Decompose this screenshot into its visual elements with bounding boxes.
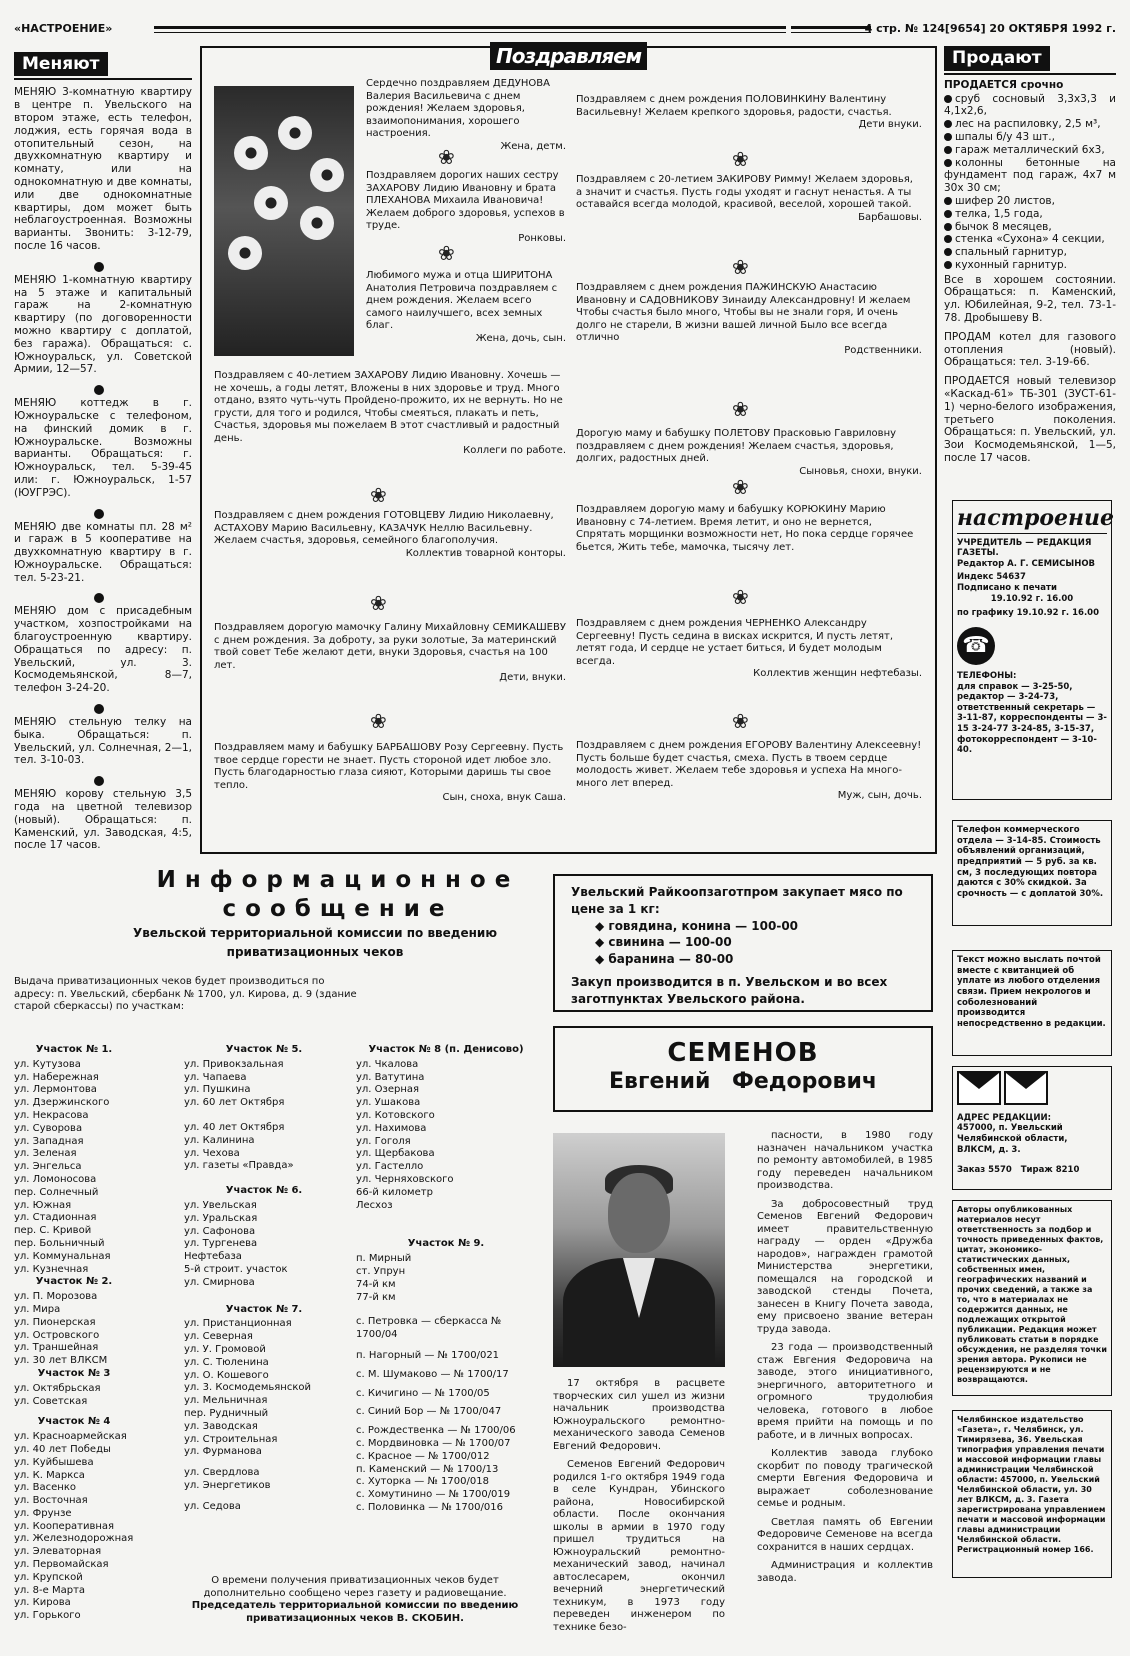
flower-ornament-icon: ❀ (370, 591, 387, 615)
bullet-dot (94, 704, 104, 714)
congrat-card: Сердечно поздравляем ДЕДУНОВА Валерия Васильевича с днем рождения! Желаем здоровья, взаимопонимания, хорошего настроения. Жена, детм. (366, 78, 566, 152)
obituary-col-2: пасности, в 1980 году назначен начальником участка по ремонту автомобилей, в 1985 году переведен начальником производства. За добросовестный труд Семенов Евгений Федорович имеет правительственную награду — орден «Дружба народов», награжден грамотой Министерства энергетики, помещался на городской и заводской стенды Почета, занесен в Книгу Почета завода, ему присвоено звание ветеран труда завода. 23 года — производственный стаж Евгения Федоровича на заводе, этого инициативного, энергичного, авторитетного и огромного трудолюбия человека, готового в любое время прийти на помощь и по работе, и в личных вопросах. Коллектив завода глубоко скорбит по поводу трагической смерти Евгения Федоровича и выражает соболезнование семье и родным. Светлая память об Евгении Федоровиче Семенове на всегда сохранится в наших сердцах. Администрация и коллектив завода. (757, 1130, 933, 1584)
diamond-icon: ◆ (595, 952, 605, 967)
header-rule-2 (791, 26, 871, 33)
change-item: МЕНЯЮ две комнаты пл. 28 м² и гараж в 5 кооперативе на двухкомнатную квартиру в г. Южноуральске. Обращаться: тел. 5-23-21. (14, 520, 192, 584)
signature: Сыновья, снохи, внуки. (799, 465, 922, 477)
signature: Родственники. (844, 344, 922, 356)
flower-ornament-icon: ❀ (370, 483, 387, 507)
sale-section (944, 46, 1116, 471)
congrat-card: Любимого мужа и отца ШИРИТОНА Анатолия Петровича поздравляем с днем рождения. Желаем всего самого наилучшего, всех земных благ. Жена, дочь, сын. (366, 270, 566, 344)
diamond-icon: ◆ (595, 918, 605, 933)
bullet-dot (94, 262, 104, 272)
telephone-icon: ☎ (957, 627, 995, 665)
congrat-card: Поздравляем с днем рождения ПАЖИНСКУЮ Анастасию Ивановну и САДОВНИКОВУ Зинаиду Александровну! И желаем Чтобы счастья было много, Чтобы вы не знали горя, И очень долго не старели, В жизни вашей личной Было все всегда отлично Родственники. (576, 282, 922, 356)
congrat-card: Поздравляем с 20-летием ЗАКИРОВУ Римму! Желаем здоровья, а значит и счастья. Пусть годы уходят и гаснут ненастья. А ты оставайся всегда молодой, красивой, веселой, хорошей такой. Барбашовы. (576, 174, 922, 223)
sberkassa-list: с. Петровка — сберкасса № 1700/04 п. Нагорный — № 1700/021 с. М. Шумаково — № 1700/17 с. Кичигино — № 1700/05 с. Синий Бор — № 1700/047 с. Рождественка — № 1700/06 с. Мордвиновка — № 1700/07 с. Красное — № 1700/012 п. Каменский — № 1700/13 с. Хуторка — № 1700/018 с. Хомутинино — № 1700/019 с. Половинка — № 1700/016 (356, 1316, 516, 1513)
authors-box: Авторы опубликованных материалов несут ответственность за подбор и точность приведенных фактов, цитат, экономико-статистических данных, собственных имен, географических названий и прочих сведений, а также за то, что в материалах не содержится данных, не подлежащих открытой публикации. Редакция может публиковать статьи в порядке обсуждения, не разделяя точки зрения автора. Рукописи не рецензируются и не возвращаются. (952, 1200, 1112, 1396)
flower-ornament-icon: ❀ (732, 709, 749, 733)
change-item: МЕНЯЮ дом с присадебным участком, хозпостройками на благоустроенную квартиру. Обращаться по адресу: п. Увельский, ул. 3. Космодемьянской, 8—7, телефон 3-24-20. (14, 605, 192, 695)
signature: Муж, сын, дочь. (837, 790, 922, 801)
signature: Коллектив товарной конторы. (405, 547, 566, 559)
congrat-card: Поздравляем с днем рождения ЧЕРНЕНКО Александру Сергеевну! Пусть седина в висках искрится, И пусть летят, летят года, И сердце не устает биться, И будет молодым всегда. Коллектив женщин нефтебазы. (576, 618, 922, 679)
bullet-dot (94, 776, 104, 786)
print-box: Челябинское издательство «Газета», г. Челябинск, ул. Тимирязева, 36. Увельская типография управления печати и массовой информации главы администрации Челябинской области: 457000, п. Увельский Челябинской области, ул. 30 лет ВЛКСМ, д. 3. Газета зарегистрирована управлением печати и массовой информации главы администрации Челябинской области. Регистрационный номер 166. (952, 1410, 1112, 1578)
issue-info: 4 стр. № 124[9654] 20 ОКТЯБРЯ 1992 г. (864, 22, 1116, 35)
info-subtitle: Увельской территориальной комиссии по введению приватизационных чеков (133, 926, 497, 960)
congrat-card: Поздравляем дорогую мамочку Галину Михайловну СЕМИКАШЕВУ с днем рождения. За доброту, за руки золотые, За материнский твой совет Тебе желают дети, внуки Здоровья, счастья на 100 лет. Дети, внуки. (214, 622, 566, 683)
meat-purchase-ad: Увельский Райкоопзаготпром закупает мясо по цене за 1 кг: ◆ говядина, конина — 100-00 ◆ свинина — 100-00 ◆ баранина — 80-00 Закуп производится в п. Увельском и во всех заготпунктах Увельского района. (553, 874, 933, 1012)
signature: Жена, детм. (500, 140, 566, 152)
congrat-card: Поздравляем с днем рождения ПОЛОВИНКИНУ Валентину Васильевну! Желаем крепкого здоровья, радости, счастья. Дети внуки. (576, 94, 922, 130)
flower-ornament-icon: ❀ (370, 709, 387, 733)
sale-item: ПРОДАМ котел для газового отопления (новый). Обращаться: тел. 3-19-66. (944, 330, 1116, 369)
flower-ornament-icon: ❀ (732, 147, 749, 171)
obituary-col-1: 17 октября в расцвете творческих сил ушел из жизни начальник производства Южноуральского ремонтно-механического завода Семенов Евгений Федорович. Семенов Евгений Федорович родился 1-го октября 1949 года в селе Кундран, Убинского района, Новосибирской области. После окончания школы в армии в 1970 году пришел трудиться на Южноуральский ремонтно-механический завод, начинал автослесарем, окончил вечерний энергетический техникум, в 1973 году переведен инженером по технике безо- (553, 1378, 725, 1633)
congrat-card: Поздравляем с днем рождения ГОТОВЦЕВУ Лидию Николаевну, АСТАХОВУ Марию Васильевну, КАЗАЧУК Неллю Васильевну. Желаем счастья, здоровья, семейного благополучия. Коллектив товарной конторы. (214, 510, 566, 559)
congrat-card: Дорогую маму и бабушку ПОЛЕТОВУ Прасковью Гавриловну поздравляем с днем рождения! Желаем счастья, здоровья, долгих, радостных дней. Сыновья, снохи, внуки. (576, 428, 922, 477)
signature: Сын, сноха, внук Саша. (442, 792, 566, 803)
bullet-dot (94, 385, 104, 395)
sale-items: сруб сосновый 3,3х3,3 и 4,1х2,6, лес на распиловку, 2,5 м³, шпалы б/у 43 шт., гараж металлический 6х3, колонны бетонные на фундамент под гараж, 4х7 м 30х 30 см; шифер 20 листов, телка, 1,5 года, бычок 8 месяцев, стенка «Сухона» 4 секции, спальный гарнитур, кухонный гарнитур. (944, 92, 1116, 271)
flower-ornament-icon: ❀ (438, 145, 455, 169)
congrats-title: Поздравляем (490, 42, 647, 70)
ads-info-box: Телефон коммерческого отдела — 3-14-85. Стоимость объявлений организаций, предприятий — 5 руб. за кв. см, 3 последующих повтора даются с 30% скидкой. За срочность — с доплатой 30%. (952, 820, 1112, 926)
header-rule (154, 26, 786, 33)
sale-heading: ПРОДАЕТСЯ срочно (944, 78, 1064, 91)
sale-contact: Все в хорошем состоянии. Обращаться: п. Каменский, ул. Юбилейная, 9-2, тел. 73-1-78. Дробышеву В. (944, 273, 1116, 325)
congrat-card: Поздравляем маму и бабушку БАРБАШОВУ Розу Сергеевну. Пусть твое сердце горести не знает. Пусть стороной идет любое зло. Пусть благодарностью глаза сияют, Которыми даришь ты свое тепло. Сын, сноха, внук Саша. (214, 742, 566, 803)
signature: Коллектив женщин нефтебазы. (753, 668, 922, 679)
flower-ornament-icon: ❀ (732, 397, 749, 421)
change-section (14, 52, 192, 861)
bullet-dot (94, 593, 104, 603)
obituary-header: СЕМЕНОВ Евгений Федорович (553, 1026, 933, 1112)
info-note: О времени получения приватизационных чеков будет дополнительно сообщено через газету и радиовещание. Председатель территориальной комиссии по введению приватизационных чеков В. СКОБИН. (191, 1575, 519, 1624)
change-item: МЕНЯЮ коттедж в г. Южноуральске с телефоном, на финский домик в г. Южноуральске. Возможны варианты. Обращаться: г. Южноуральск, тел. 5-39-45 или: г. Южноуральск, 1-57 (ЮУГРЭС). (14, 397, 192, 499)
congrats-section (200, 46, 937, 854)
masthead-box: настроение УЧРЕДИТЕЛЬ — РЕДАКЦИЯ ГАЗЕТЫ. Редактор А. Г. СЕМИСЫНОВ Индекс 54637 Подписано к печати 19.10.92 г. 16.00 по графику 19.10.92 г. 16.00 ☎ ТЕЛЕФОНЫ: для справок — 3-25-50, редактор — 3-24-73, ответственный секретарь — 3-11-87, корреспонденты — 3-15 3-24-77 3-24-85, 3-15-37, фотокорреспондент — 3-10-40. (952, 500, 1112, 800)
texts-info-box: Текст можно выслать почтой вместе с квитанцией об уплате из любого отделения связи. Прием некрологов и соболезнований производится непосредственно в редакции. (952, 950, 1112, 1056)
info-title: Информационное сообщение (156, 867, 520, 922)
signature: Барбашовы. (858, 211, 922, 223)
flower-ornament-icon: ❀ (732, 475, 749, 499)
signature: Дети, внуки. (499, 672, 566, 683)
flowers-photo (214, 86, 354, 356)
precinct-8-9: Участок № 8 (п. Денисово) ул. Чкалова ул. Ватутина ул. Озерная ул. Ушакова ул. Котовского ул. Нахимова ул. Гоголя ул. Щербакова ул. Гастелло ул. Черняховского 66-й километр Лесхоз Участок № 9. п. Мирный ст. Упрун 74-й км 77-й км с. Петровка — сберкасса № 1700/04 п. Нагорный — № 1700/021 с. М. Шумаково — № 1700/17 с. Кичигино — № 1700/05 с. Синий Бор — № 1700/047 с. Рождественка — № 1700/06 с. Мордвиновка — № 1700/07 с. Красное — № 1700/012 п. Каменский — № 1700/13 с. Хуторка — № 1700/018 с. Хомутинино — № 1700/019 с. Половинка — № 1700/016 (356, 1044, 536, 1515)
sale-item: ПРОДАЕТСЯ новый телевизор «Каскад-61» ТБ-301 (ЗУСТ-61-1) черно-белого изображения, третьего поколения. Обращаться: п. Увельский, ул. Зои Космодемьянской, 1—5, после 17 часов. (944, 375, 1116, 465)
bullet-dot (94, 509, 104, 519)
change-list (14, 86, 192, 852)
portrait-photo (553, 1133, 725, 1367)
newspaper-logo: настроение (957, 505, 1107, 534)
flower-ornament-icon: ❀ (732, 255, 749, 279)
signature: Коллеги по работе. (463, 445, 566, 456)
congrat-card: Поздравляем с днем рождения ЕГОРОВУ Валентину Алексеевну! Пусть больше будет счастья, смеха. Пусть в твоем сердце молодость живет. Желаем тебе здоровья и успеха На много-много лет вперед. Муж, сын, дочь. (576, 740, 922, 801)
precinct-1-3: Участок № 1. ул. Кутузова ул. Набережная ул. Лермонтова ул. Дзержинского ул. Некрасова ул. Суворова ул. Западная ул. Зеленая ул. Энгельса ул. Ломоносова пер. Солнечный ул. Южная ул. Стадионная пер. С. Кривой пер. Больничный ул. Коммунальная ул. Кузнечная Участок № 2. ул. П. Морозова ул. Мира ул. Пионерская ул. Островского ул. Траншейная ул. 30 лет ВЛКСМ Участок № 3 ул. Октябрьская ул. Советская Участок № 4 ул. Красноармейская ул. 40 лет Победы ул. Куйбышева ул. К. Маркса ул. Васенко ул. Восточная ул. Фрунзе ул. Кооперативная ул. Железнодорожная ул. Элеваторная ул. Первомайская ул. Крупской ул. 8-е Марта ул. Кирова ул. Горького (14, 1044, 134, 1622)
page-header (14, 22, 1116, 36)
sale-title: Продают (944, 46, 1050, 71)
change-item: МЕНЯЮ корову стельную 3,5 года на цветной телевизор (новый). Обращаться: п. Каменский, ул. Заводская, 4:5, после 17 часов. (14, 788, 192, 852)
change-item: МЕНЯЮ стельную телку на быка. Обращаться: п. Увельский, ул. Солнечная, 2—1, тел. 3-10-03. (14, 716, 192, 767)
congrat-card: Поздравляем с 40-летием ЗАХАРОВУ Лидию Ивановну. Хочешь — не хочешь, а годы летят, Вложены в них здоровье и труд. Много отдано, взято чуть-чуть Пройдено-прожито, их не вернуть. Но не грусти, для того и родился, Чтобы смеяться, плакать и петь, Счастья, здоровья мы пожелаем В этот счастливый и радостный день. Коллеги по работе. (214, 370, 566, 456)
change-item: МЕНЯЮ 3-комнатную квартиру в центре п. Увельского на втором этаже, есть телефон, лоджия, есть горячая вода в отопительный сезон, на двухкомнатную квартиру и комнату, или на однокомнатную и две комнаты, или две однокомнатные квартиры, дом может быть неблагоустроенная. Возможны варианты. Звонить: 3-12-79, после 16 часов. (14, 86, 192, 252)
signature: Дети внуки. (858, 119, 922, 130)
congrat-card: Поздравляем дорогих наших сестру ЗАХАРОВУ Лидию Ивановну и брата ПЛЕХАНОВА Михаила Ивановича! Желаем доброго здоровья, успехов в труде. Ронковы. (366, 170, 566, 244)
diamond-icon: ◆ (595, 935, 605, 950)
signature: Ронковы. (518, 232, 566, 244)
address-box: АДРЕС РЕДАКЦИИ: 457000, п. Увельский Челябинской области, ВЛКСМ, д. 3. Заказ 5570 Тираж 8210 (952, 1066, 1112, 1190)
flower-ornament-icon: ❀ (732, 585, 749, 609)
newspaper-name: «НАСТРОЕНИЕ» (14, 22, 113, 35)
envelope-icon (957, 1071, 1001, 1105)
change-item: МЕНЯЮ 1-комнатную квартиру на 5 этаже и капитальный гараж на 2-комнатную квартиру (по договоренности можно квартиру с доплатой, без гаража). Обращаться: с. Южноуральск, ул. Советской Армии, 12—57. (14, 273, 192, 376)
change-title: Меняют (14, 52, 108, 76)
signature: Жена, дочь, сын. (475, 332, 566, 344)
flower-ornament-icon: ❀ (438, 241, 455, 265)
envelope-icon (1004, 1071, 1048, 1105)
precinct-5-7: Участок № 5. ул. Привокзальная ул. Чапаева ул. Пушкина ул. 60 лет Октября ул. 40 лет Октября ул. Калинина ул. Чехова ул. газеты «Правда» Участок № 6. ул. Увельская ул. Уральская ул. Сафонова ул. Тургенева Нефтебаза 5-й строит. участок ул. Смирнова Участок № 7. ул. Пристанционная ул. Северная ул. У. Громовой ул. С. Тюленина ул. О. Кошевого ул. 3. Космодемьянской ул. Мельничная пер. Рудничный ул. Заводская ул. Строительная ул. Фурманова ул. Свердлова ул. Энергетиков ул. Седова (184, 1044, 311, 1512)
info-intro: Выдача приватизационных чеков будет производиться по адресу: п. Увельский, сбербанк № 1700, ул. Кирова, д. 9 (здание старой сберкассы) по участкам: (14, 976, 357, 1012)
congrat-card: Поздравляем дорогую маму и бабушку КОРЮКИНУ Марию Ивановну с 74-летием. Время летит, и оно не вернется, Спрятать морщинки возможности нет, Но пока сердце горячее бьется, Жить тебе, мамочка, тысячу лет. (576, 504, 914, 553)
